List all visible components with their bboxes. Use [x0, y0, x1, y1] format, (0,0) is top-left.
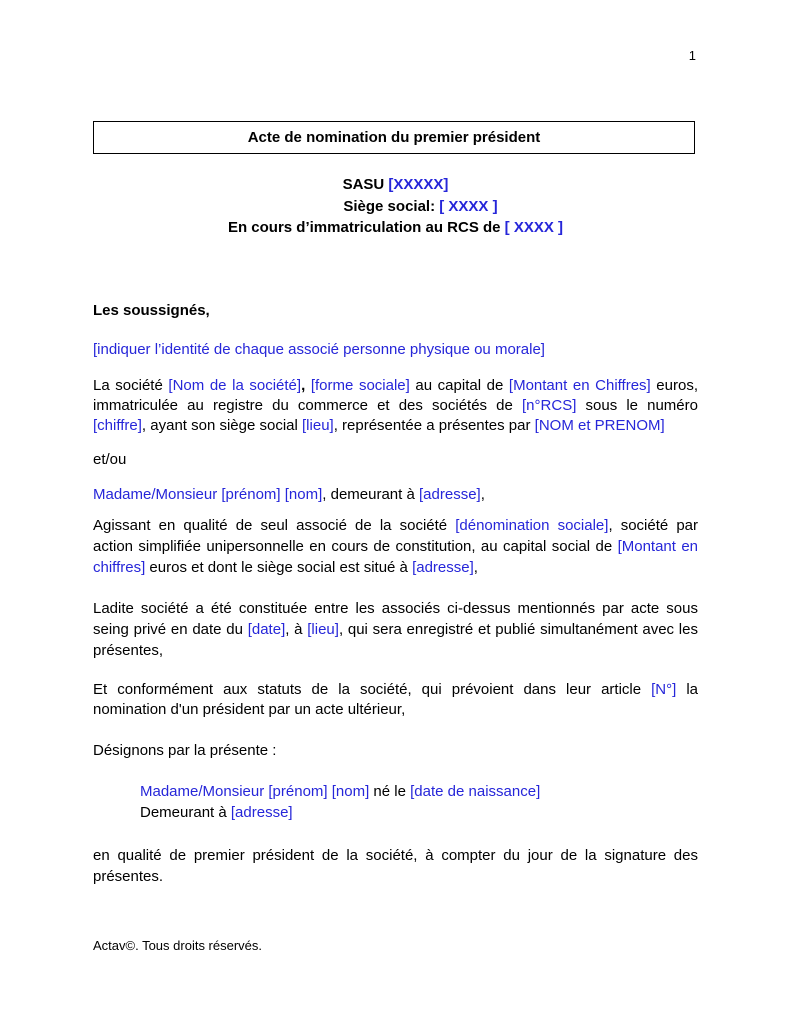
- agissant-text-1: Agissant en qualité de seul associé de la société: [93, 517, 456, 534]
- ladite-text-2: seing privé en date du: [93, 621, 248, 638]
- identity-placeholder: [indiquer l’identité de chaque associé personne physique ou morale]: [93, 341, 545, 358]
- date-naissance-placeholder: [date de naissance]: [410, 783, 541, 800]
- footer-copyright: Actav©. Tous droits réservés.: [93, 938, 263, 953]
- conformement-text-1: Et conformément aux statuts de la société, qui prévoient dans leur article: [93, 681, 652, 698]
- nom-societe-placeholder: [Nom de la société]: [168, 377, 302, 394]
- document-title-box: [93, 121, 695, 154]
- nominee-text-1: né le: [369, 783, 411, 800]
- rcs-line: [93, 219, 698, 236]
- agissant-text-5: ,: [473, 559, 478, 576]
- ladite-text-4: , qui sera enregistré et publié simultanément avec les: [338, 621, 698, 638]
- societe-paragraph: [93, 376, 698, 436]
- ladite-line-1: Ladite société a été constituée entre les associés ci-dessus mentionnés par acte sous: [93, 600, 698, 617]
- siege-placeholder: [ XXXX ]: [439, 198, 498, 215]
- adresse-placeholder: [adresse]: [419, 486, 481, 503]
- document-title: Acte de nomination du premier président: [247, 129, 541, 146]
- agissant-text-2: , société par: [608, 517, 699, 534]
- qualite-line-2: présentes.: [93, 868, 164, 885]
- nom-prenom-placeholder: [NOM et PRENOM]: [534, 417, 665, 434]
- page-number: 1: [688, 48, 696, 63]
- qualite-line-1: en qualité de premier président de la société, à compter du jour de la signature des: [93, 847, 698, 864]
- agissant-text-3: action simplifiée unipersonnelle en cours de constitution, au capital social de: [93, 538, 618, 555]
- nominee-line-1: [140, 783, 540, 800]
- madame-text-1: , demeurant à: [322, 486, 419, 503]
- agissant-line-2: [93, 536, 698, 557]
- societe-text-5: immatriculée au registre du commerce et des sociétés de: [93, 397, 523, 414]
- qualite-paragraph: [93, 845, 698, 887]
- nominee-adresse-placeholder: [adresse]: [230, 804, 293, 821]
- civilite-placeholder: Madame/Monsieur [prénom] [nom]: [93, 486, 323, 503]
- nominee-block: [140, 781, 540, 823]
- forme-sociale-placeholder: [forme sociale]: [310, 377, 410, 394]
- rcs-label: En cours d’immatriculation au RCS de: [227, 219, 505, 236]
- etou-text: et/ou: [93, 451, 127, 468]
- lieu-placeholder: [lieu]: [302, 417, 334, 434]
- conformement-line-1: [93, 680, 698, 700]
- madame-text-2: ,: [480, 486, 485, 503]
- date-placeholder: [date]: [247, 621, 286, 638]
- montant-placeholder: [Montant en Chiffres]: [508, 377, 651, 394]
- siege-line: [118, 198, 723, 215]
- societe-text-3: au capital de: [409, 377, 509, 394]
- siege-adresse-placeholder: [adresse]: [412, 559, 474, 576]
- designons-text: Désignons par la présente :: [93, 742, 277, 759]
- montant-chiffres-placeholder-a: [Montant en: [617, 538, 699, 555]
- nominee-civilite-placeholder: Madame/Monsieur [prénom] [nom]: [140, 783, 370, 800]
- agissant-text-4: euros et dont le siège social est situé à: [145, 559, 413, 576]
- denomination-placeholder: [dénomination sociale]: [455, 517, 609, 534]
- madame-paragraph: [93, 485, 698, 505]
- ladite-line-2: [93, 619, 698, 640]
- societe-text-1: La société: [93, 377, 169, 394]
- conformement-text-2: la: [676, 681, 699, 698]
- nominee-text-2: Demeurant à: [140, 804, 231, 821]
- sasu-placeholder: [XXXXX]: [388, 176, 449, 193]
- rcs-number-placeholder: [n°RCS]: [522, 397, 577, 414]
- sasu-line: [93, 176, 698, 193]
- soussignes-heading: Les soussignés,: [93, 302, 210, 319]
- chiffre-placeholder: [chiffre]: [93, 417, 142, 434]
- societe-text-4: euros,: [650, 377, 698, 394]
- nominee-line-2: [140, 804, 293, 821]
- montant-chiffres-placeholder-b: chiffres]: [93, 559, 146, 576]
- societe-line-3: [93, 416, 698, 436]
- societe-text-6: sous le numéro: [576, 397, 698, 414]
- ladite-text-3: , à: [285, 621, 308, 638]
- agissant-line-3: [93, 557, 698, 578]
- ladite-paragraph: [93, 598, 698, 661]
- ladite-line-3: présentes,: [93, 642, 164, 659]
- conformement-line-2: nomination d'un président par un acte ultérieur,: [93, 701, 406, 718]
- siege-label: Siège social:: [343, 198, 440, 215]
- rcs-placeholder: [ XXXX ]: [504, 219, 564, 236]
- societe-text-2: ,: [301, 377, 311, 394]
- conformement-paragraph: [93, 680, 698, 720]
- societe-text-8: , représentée a présentes par: [333, 417, 535, 434]
- agissant-paragraph: [93, 515, 698, 578]
- sasu-label: SASU: [342, 176, 389, 193]
- societe-line-2: [93, 396, 698, 416]
- societe-line-1: [93, 376, 698, 396]
- agissant-line-1: [93, 515, 698, 536]
- article-number-placeholder: [N°]: [651, 681, 677, 698]
- ladite-lieu-placeholder: [lieu]: [307, 621, 339, 638]
- societe-text-7: , ayant son siège social: [141, 417, 303, 434]
